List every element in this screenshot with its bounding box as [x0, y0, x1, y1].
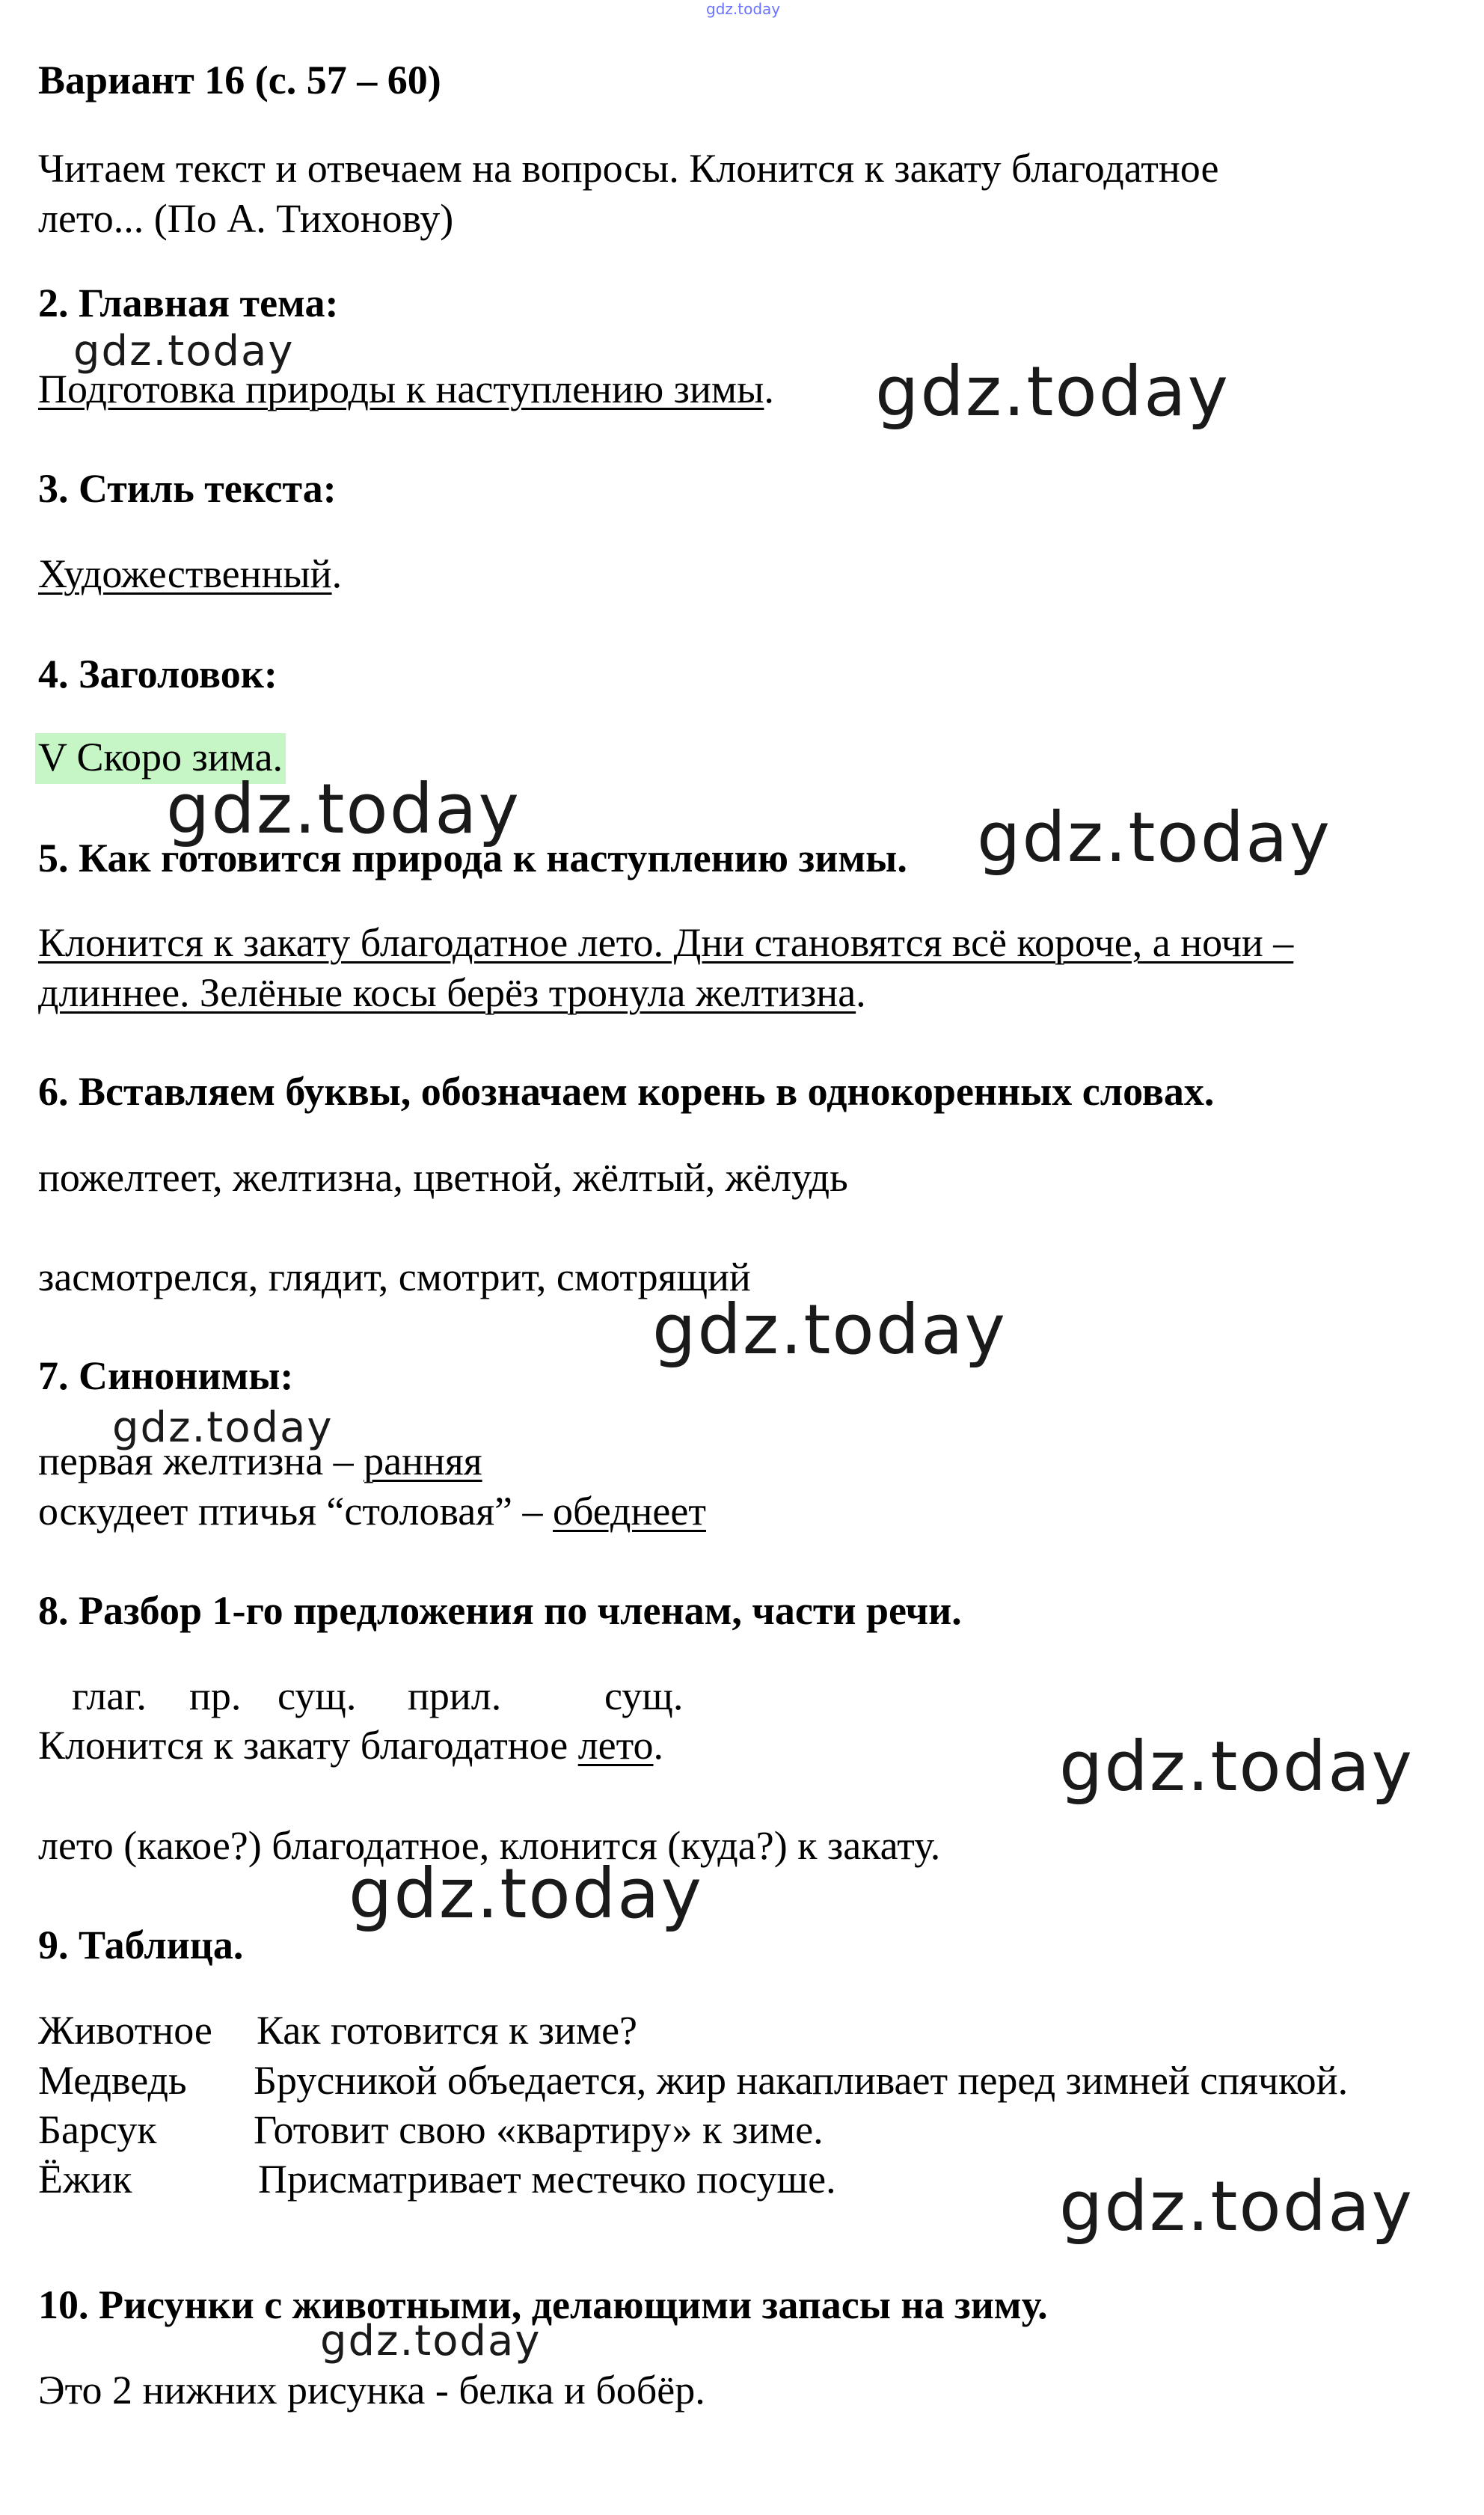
q8-pos-label: глаг. [72, 1673, 147, 1718]
q7-row-2-answer: обеднеет [553, 1489, 706, 1534]
watermark: gdz.today [166, 769, 521, 849]
watermark: gdz.today [1059, 1727, 1414, 1807]
q8-sentence-subject: лето [577, 1723, 654, 1768]
intro-line-2: лето... (По А. Тихонову) [38, 196, 454, 241]
q4-answer-highlight: V Скоро зима. [35, 733, 286, 784]
page-title: Вариант 16 (с. 57 – 60) [38, 58, 441, 102]
q7-heading: 7. Синонимы: [38, 1353, 294, 1398]
q9-column-header-preparation: Как готовится к зиме? [257, 2008, 638, 2053]
q9-animal-cell: Барсук [38, 2107, 157, 2152]
q8-pos-label: сущ. [604, 1673, 684, 1718]
q3-answer: Художественный [38, 551, 332, 596]
q6-heading: 6. Вставляем буквы, обозначаем корень в однокоренных словах. [38, 1069, 1215, 1114]
watermark: gdz.today [977, 797, 1331, 877]
q3-heading: 3. Стиль текста: [38, 466, 337, 511]
q4-heading: 4. Заголовок: [38, 652, 278, 696]
q6-word-group-2: засмотрелся, глядит, смотрит, смотрящий [38, 1255, 751, 1299]
q5-answer-line-1 [38, 922, 1293, 963]
intro-line-1: Читаем текст и отвечаем на вопросы. Клонится к закату благодатное [38, 146, 1219, 191]
q8-sentence-punct: . [653, 1723, 664, 1768]
q5-punct: . [856, 970, 866, 1015]
q5-answer-part-2: длиннее. Зелёные косы берёз тронула желтизна [38, 970, 856, 1015]
q5-heading: 5. Как готовится природа к наступлению зимы. [38, 836, 907, 880]
watermark: gdz.today [652, 1290, 1007, 1370]
q9-preparation-cell: Присматривает местечко посуше. [258, 2157, 836, 2202]
q7-row-1-answer: ранняя [364, 1439, 482, 1483]
watermark: gdz.today [349, 1854, 703, 1934]
q3-punct: . [331, 551, 343, 596]
q9-preparation-cell: Готовит свою «квартиру» к зиме. [254, 2107, 824, 2152]
q2-heading: 2. Главная тема: [38, 281, 339, 325]
q5-answer-part-1: Клонится к закату благодатное лето. Дни становятся всё короче, а ночи – [38, 920, 1294, 965]
q8-pos-label: прил. [408, 1673, 502, 1718]
q7-row-1-prefix: первая желтизна – [38, 1439, 364, 1483]
watermark: gdz.today [875, 352, 1230, 432]
q9-preparation-cell: Брусникой объедается, жир накапливает перед зимней спячкой. [254, 2058, 1349, 2103]
watermark: gdz.today [320, 2317, 542, 2365]
q8-sentence-prefix: Клонится к закату благодатное [38, 1723, 578, 1768]
q8-pos-label: пр. [189, 1673, 242, 1718]
watermark: gdz.today [112, 1403, 334, 1452]
watermark: gdz.today [1059, 2166, 1414, 2246]
q5-answer-line-2 [38, 972, 866, 1013]
q8-pos-label: сущ. [278, 1673, 357, 1718]
q8-sentence [38, 1723, 664, 1768]
q9-heading: 9. Таблица. [38, 1923, 244, 1967]
q10-answer: Это 2 нижних рисунка - белка и бобёр. [38, 2368, 705, 2413]
watermark: gdz.today [73, 327, 295, 376]
q8-heading: 8. Разбор 1-го предложения по членам, части речи. [38, 1588, 962, 1633]
q9-column-header-animal: Животное [38, 2008, 212, 2053]
header-watermark: gdz.today [706, 0, 781, 18]
q10-heading: 10. Рисунки с животными, делающими запасы на зиму. [38, 2282, 1048, 2327]
q9-animal-cell: Ёжик [38, 2157, 132, 2202]
q7-row-2-prefix: оскудеет птичья “столовая” – [38, 1489, 554, 1534]
q7-synonym-row-2 [38, 1489, 706, 1534]
q6-word-group-1: пожелтеет, желтизна, цветной, жёлтый, жёлудь [38, 1155, 848, 1200]
q8-questions: лето (какое?) благодатное, клонится (куда?) к закату. [38, 1823, 941, 1868]
q2-punct: . [764, 367, 774, 411]
q3-answer-line [38, 551, 343, 596]
q9-animal-cell: Медведь [38, 2058, 187, 2103]
q2-answer: Подготовка природы к наступлению зимы [38, 367, 764, 411]
